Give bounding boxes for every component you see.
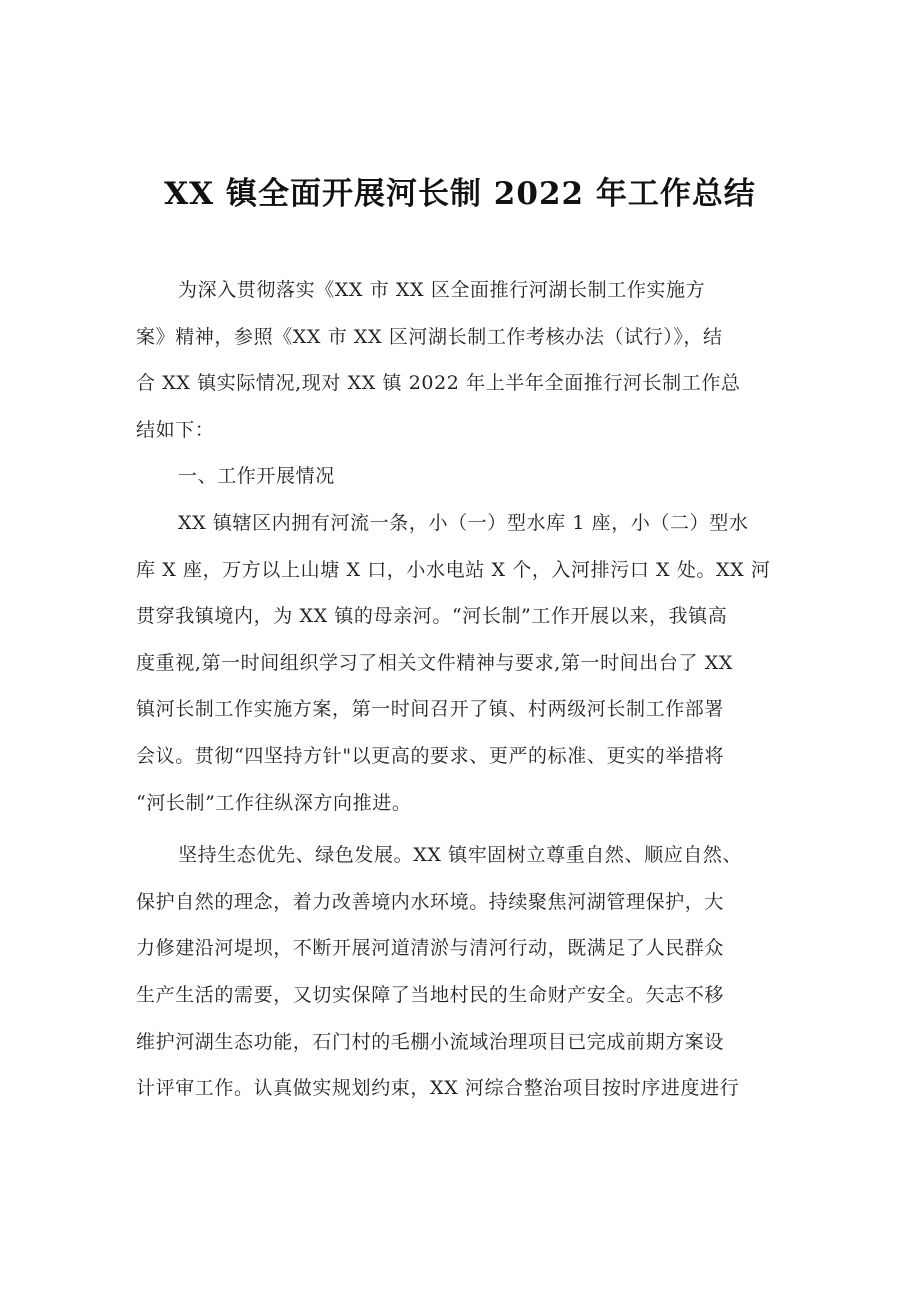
paragraph-line: 为深入贯彻落实《XX 市 XX 区全面推行河湖长制工作实施方	[178, 279, 706, 301]
paragraph-line: “河长制”工作往纵深方向推进。	[136, 791, 412, 814]
paragraph-line: 度重视,第一时间组织学习了相关文件精神与要求,第一时间出台了 XX	[136, 651, 733, 674]
paragraph-line: 计评审工作。认真做实规划约束，XX 河综合整治项目按时序进度进行	[136, 1077, 740, 1100]
paragraph-line: 库 X 座，万方以上山塘 X 口，小水电站 X 个，入河排污口 X 处。XX 河	[136, 558, 771, 581]
paragraph-line: 结如下：	[136, 418, 215, 441]
paragraph-line: 维护河湖生态功能，石门村的毛棚小流域治理项目已完成前期方案设	[136, 1030, 725, 1053]
paragraph-line: 会议。贯彻“四坚持方针"以更高的要求、更严的标准、更实的举措将	[136, 744, 725, 767]
paragraph-line: 生产生活的需要，又切实保障了当地村民的生命财产安全。矢志不移	[136, 983, 725, 1006]
paragraph-line: 贯穿我镇境内，为 XX 镇的母亲河。“河长制”工作开展以来，我镇高	[136, 605, 728, 628]
document-body	[136, 267, 796, 1112]
section-heading: 一、工作开展情况	[178, 465, 335, 488]
paragraph-line: 合 XX 镇实际情况,现对 XX 镇 2022 年上半年全面推行河长制工作总	[136, 372, 741, 395]
paragraph-line: XX 镇辖区内拥有河流一条，小（一）型水库 1 座，小（二）型水	[178, 511, 749, 534]
paragraph-line: 保护自然的理念，着力改善境内水环境。持续聚焦河湖管理保护，大	[136, 890, 725, 913]
paragraph-line: 案》精神，参照《XX 市 XX 区河湖长制工作考核办法（试行）》，结	[136, 325, 723, 348]
paragraph-line: 坚持生态优先、绿色发展。XX 镇牢固树立尊重自然、顺应自然、	[178, 844, 743, 867]
paragraph-line: 镇河长制工作实施方案，第一时间召开了镇、村两级河长制工作部署	[136, 698, 725, 721]
paragraph-line: 力修建沿河堤坝，不断开展河道清淤与清河行动，既满足了人民群众	[136, 937, 725, 960]
document-title: XX 镇全面开展河长制 2022 年工作总结	[164, 176, 756, 212]
